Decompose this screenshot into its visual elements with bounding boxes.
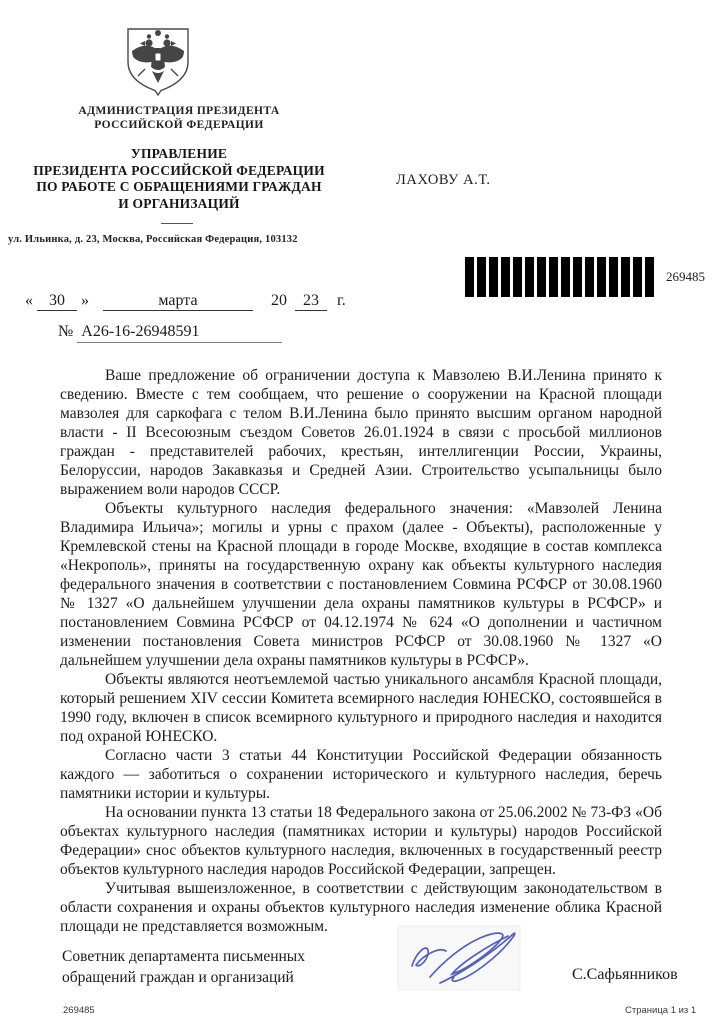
organization-name-line2: РОССИЙСКОЙ ФЕДЕРАЦИИ — [94, 119, 264, 131]
date-suffix: г. — [337, 292, 346, 309]
footer-page-indicator: Страница 1 из 1 — [625, 1005, 697, 1016]
body-paragraph: Объекты культурного наследия федерального значения: «Мавзолей Ленина Владимира Ильича»; могилы и урны с прахом (далее - Объекты), расположенные у Кремлевской стены на Красной площади в городе Москве, входящие в состав комплекса «Некрополь», приняты на государственную охрану как объекты культурного наследия федерального значения в соответствии с постановлением Совмина РСФСР от 30.08.1960 № 1327 «О дальнейшем улучшении дела охраны памятников культуры в РСФСР» и постановлением Совмина РСФСР от 04.12.1974 № 624 «О дополнении и частичном изменении постановления Совета министров РСФСР от 30.08.1960 № 1327 «О дальнейшем улучшении дела охраны памятников культуры в РСФСР». — [60, 500, 662, 669]
body-paragraph: Объекты являются неотъемлемой частью уникального ансамбля Красной площади, который решением XIV сессии Комитета всемирного наследия ЮНЕСКО, состоявшейся в 1990 году, включен в список всемирного культурного и природного наследия и находится под охраной ЮНЕСКО. — [60, 671, 662, 745]
reference-number: А26-16-26948591 — [77, 323, 282, 343]
reference-label: № — [58, 323, 74, 340]
letterhead-divider — [161, 223, 193, 224]
date-open-quote: « — [25, 292, 33, 309]
letter-body — [60, 366, 662, 936]
footer-doc-number: 269485 — [63, 1005, 95, 1016]
date-month: марта — [103, 292, 253, 311]
reference-line — [58, 323, 282, 343]
department-line: ПО РАБОТЕ С ОБРАЩЕНИЯМИ ГРАЖДАН — [36, 179, 322, 194]
date-century: 20 — [271, 292, 287, 309]
signer-position-line2: обращений граждан и организаций — [62, 969, 294, 986]
signer-position-line1: Советник департамента письменных — [62, 948, 305, 965]
signer-name: С.Сафьянников — [572, 966, 678, 983]
organization-name — [0, 104, 358, 132]
postal-address: ул. Ильинка, д. 23, Москва, Российская Федерация, 103132 — [8, 234, 298, 245]
handwritten-signature — [396, 920, 524, 998]
department-line: УПРАВЛЕНИЕ — [130, 146, 228, 161]
date-year: 23 — [295, 292, 327, 311]
coat-of-arms-icon — [118, 24, 198, 102]
date-close-quote: » — [81, 292, 89, 309]
department-name — [0, 146, 358, 212]
date-day: 30 — [37, 292, 77, 311]
signer-position — [62, 946, 305, 988]
barcode-number: 269485 — [666, 269, 705, 284]
addressee-name: ЛАХОВУ А.Т. — [396, 172, 491, 188]
registration-barcode — [465, 257, 654, 297]
department-line: ПРЕЗИДЕНТА РОССИЙСКОЙ ФЕДЕРАЦИИ — [33, 162, 325, 178]
department-line: И ОРГАНИЗАЦИЙ — [118, 195, 240, 211]
organization-name-line1: АДМИНИСТРАЦИЯ ПРЕЗИДЕНТА — [78, 105, 280, 117]
body-paragraph: Учитывая вышеизложенное, в соответствии с действующим законодательством в области сохранения и охраны объектов культурного наследия изменение облика Красной площади не представляется возможным. — [60, 880, 662, 935]
body-paragraph: Ваше предложение об ограничении доступа к Мавзолею В.И.Ленина принято к сведению. Вместе с тем сообщаем, что решение о сооружении на Красной площади мавзолея для саркофага с телом В.И.Ленина было принято высшим органом народной власти - II Всесоюзным съездом Советов 26.01.1924 в связи с просьбой миллионов граждан - представителей рабочих, крестьян, интеллигенции России, Украины, Белоруссии, народов Закавказья и Средней Азии. Строительство усыпальницы было выражением воли народов СССР. — [60, 367, 662, 498]
date-line — [25, 292, 346, 311]
body-paragraph: Согласно части 3 статьи 44 Конституции Российской Федерации обязанность каждого — заботиться о сохранении исторического и культурного наследия, беречь памятники истории и культуры. — [60, 747, 662, 802]
body-paragraph: На основании пункта 13 статьи 18 Федерального закона от 25.06.2002 № 73-ФЗ «Об объектах культурного наследия (памятниках истории и культуры) народов Российской Федерации» снос объектов культурного наследия, включенных в государственный реестр объектов культурного наследия народов Российской Федерации, запрещен. — [60, 804, 662, 878]
